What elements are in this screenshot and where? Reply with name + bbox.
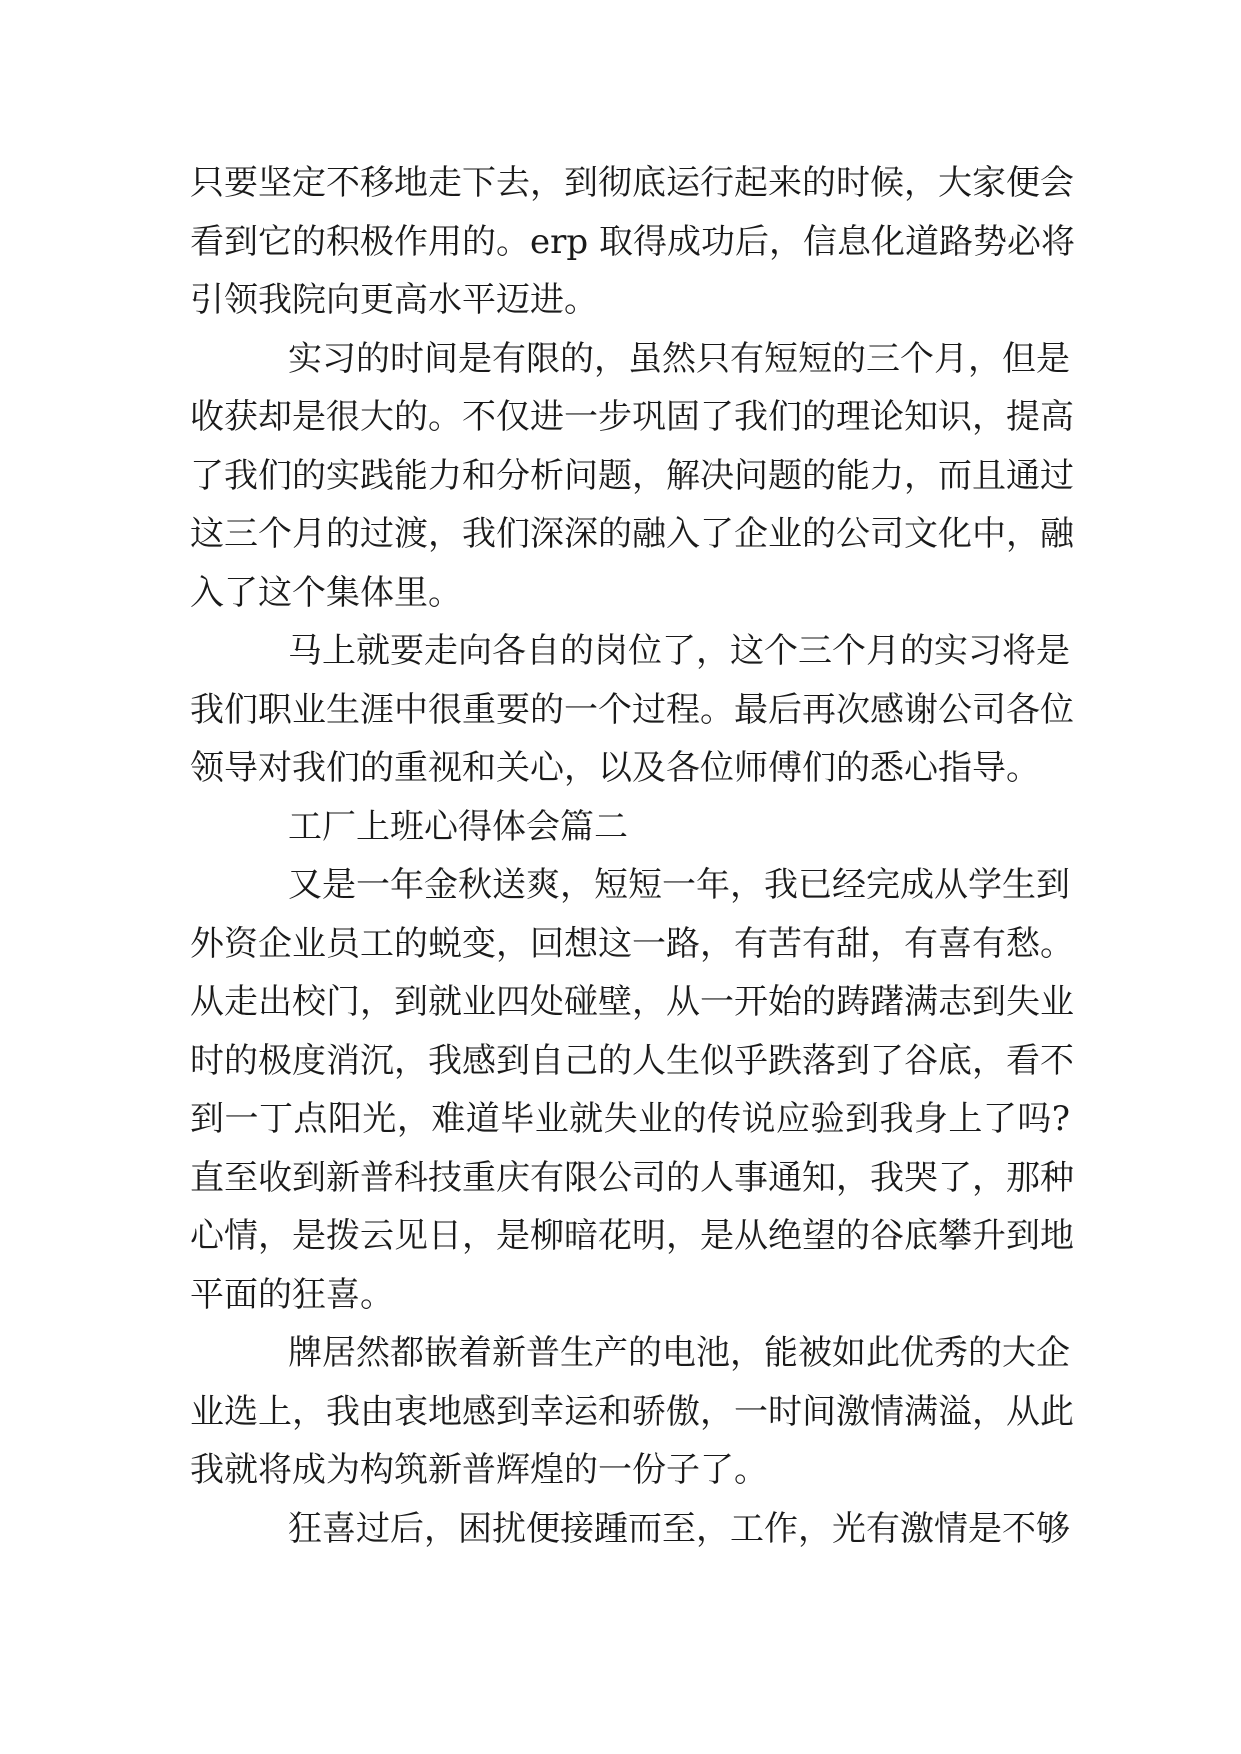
text-line: 业选上，我由衷地感到幸运和骄傲，一时间激情满溢，从此 — [190, 1391, 1074, 1432]
text-line: 直至收到新普科技重庆有限公司的人事通知，我哭了，那种 — [190, 1157, 1074, 1198]
text-line: 入了这个集体里。 — [190, 572, 462, 613]
text-line: 时的极度消沉，我感到自己的人生似乎跌落到了谷底，看不 — [190, 1040, 1074, 1081]
text-line: 平面的狂喜。 — [190, 1274, 394, 1315]
text-line: 从走出校门，到就业四处碰壁，从一开始的踌躇满志到失业 — [190, 982, 1074, 1022]
text-line: 我就将成为构筑新普辉煌的一份子了。 — [190, 1450, 768, 1490]
text-line: 狂喜过后，困扰便接踵而至，工作，光有激情是不够 — [288, 1508, 1070, 1549]
section-heading: 工厂上班心得体会篇二 — [288, 806, 628, 847]
text-line: 又是一年金秋送爽，短短一年，我已经完成从学生到 — [288, 865, 1070, 905]
text-line: 收获却是很大的。不仅进一步巩固了我们的理论知识，提高 — [190, 397, 1074, 437]
text-line: 我们职业生涯中很重要的一个过程。最后再次感谢公司各位 — [190, 689, 1074, 730]
text-line: 外资企业员工的蜕变，回想这一路，有苦有甜，有喜有愁。 — [190, 923, 1074, 964]
text-line: 了我们的实践能力和分析问题，解决问题的能力，而且通过 — [190, 455, 1074, 496]
text-line: 领导对我们的重视和关心，以及各位师傅们的悉心指导。 — [190, 748, 1040, 788]
text-line: 实习的时间是有限的，虽然只有短短的三个月，但是 — [288, 338, 1070, 379]
text-line: 引领我院向更高水平迈进。 — [190, 280, 598, 320]
text-line: 这三个月的过渡，我们深深的融入了企业的公司文化中，融 — [190, 514, 1074, 554]
text-line: 到一丁点阳光，难道毕业就失业的传说应验到我身上了吗? — [190, 1099, 1070, 1139]
text-line: 只要坚定不移地走下去，到彻底运行起来的时候，大家便会 — [190, 163, 1074, 203]
text-line: 牌居然都嵌着新普生产的电池，能被如此优秀的大企 — [288, 1333, 1070, 1373]
document-body — [190, 154, 1075, 1558]
text-line: 看到它的积极作用的。erp 取得成功后，信息化道路势必将 — [190, 221, 1075, 262]
text-line: 心情，是拨云见日，是柳暗花明，是从绝望的谷底攀升到地 — [190, 1216, 1074, 1256]
text-line: 马上就要走向各自的岗位了，这个三个月的实习将是 — [288, 631, 1070, 671]
